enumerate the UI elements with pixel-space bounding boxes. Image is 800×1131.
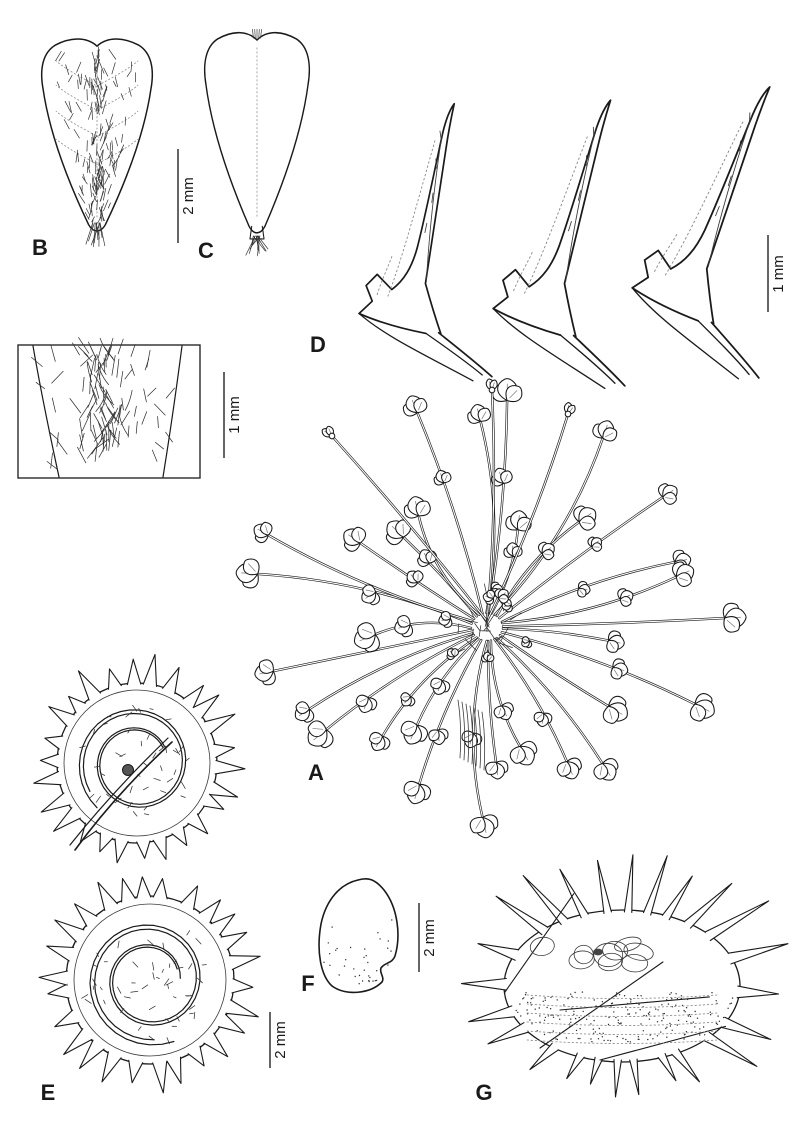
scale-bar-f [419, 903, 438, 972]
scale-bar-label: 2 mm [272, 1021, 289, 1059]
panel-g-fruit-side [462, 855, 788, 1105]
scale-bar-label: 2 mm [180, 177, 197, 215]
panel-label-g: G [475, 1080, 493, 1105]
scale-bar-bc [178, 149, 197, 243]
scale-bar-label: 1 mm [226, 396, 243, 434]
stipule-drawing [623, 73, 794, 381]
panel-label-b: B [32, 235, 48, 260]
scale-bar-inset [224, 372, 243, 458]
panel-b-leaflet-hairy [32, 39, 152, 260]
scale-bar-label: 1 mm [770, 255, 787, 293]
panel-label-d: D [310, 332, 326, 357]
panel-c-leaflet-glabrous [198, 29, 309, 263]
stipule-drawing [348, 102, 492, 386]
scale-bar-d [768, 235, 787, 312]
panel-label-c: C [198, 238, 214, 263]
panel-f-seed [301, 879, 398, 996]
panel-inset-hair-detail [18, 337, 200, 478]
panel-d-stipules [310, 73, 794, 389]
stipule-drawing [491, 96, 635, 389]
panel-e-fruit-views [34, 655, 261, 1106]
scale-bar-e [270, 1012, 289, 1068]
scale-bar-label: 2 mm [421, 919, 438, 957]
panel-label-a: A [308, 760, 324, 785]
panel-a-plant-habit [235, 378, 746, 840]
panel-label-e: E [40, 1080, 56, 1105]
panel-label-f: F [301, 971, 315, 996]
